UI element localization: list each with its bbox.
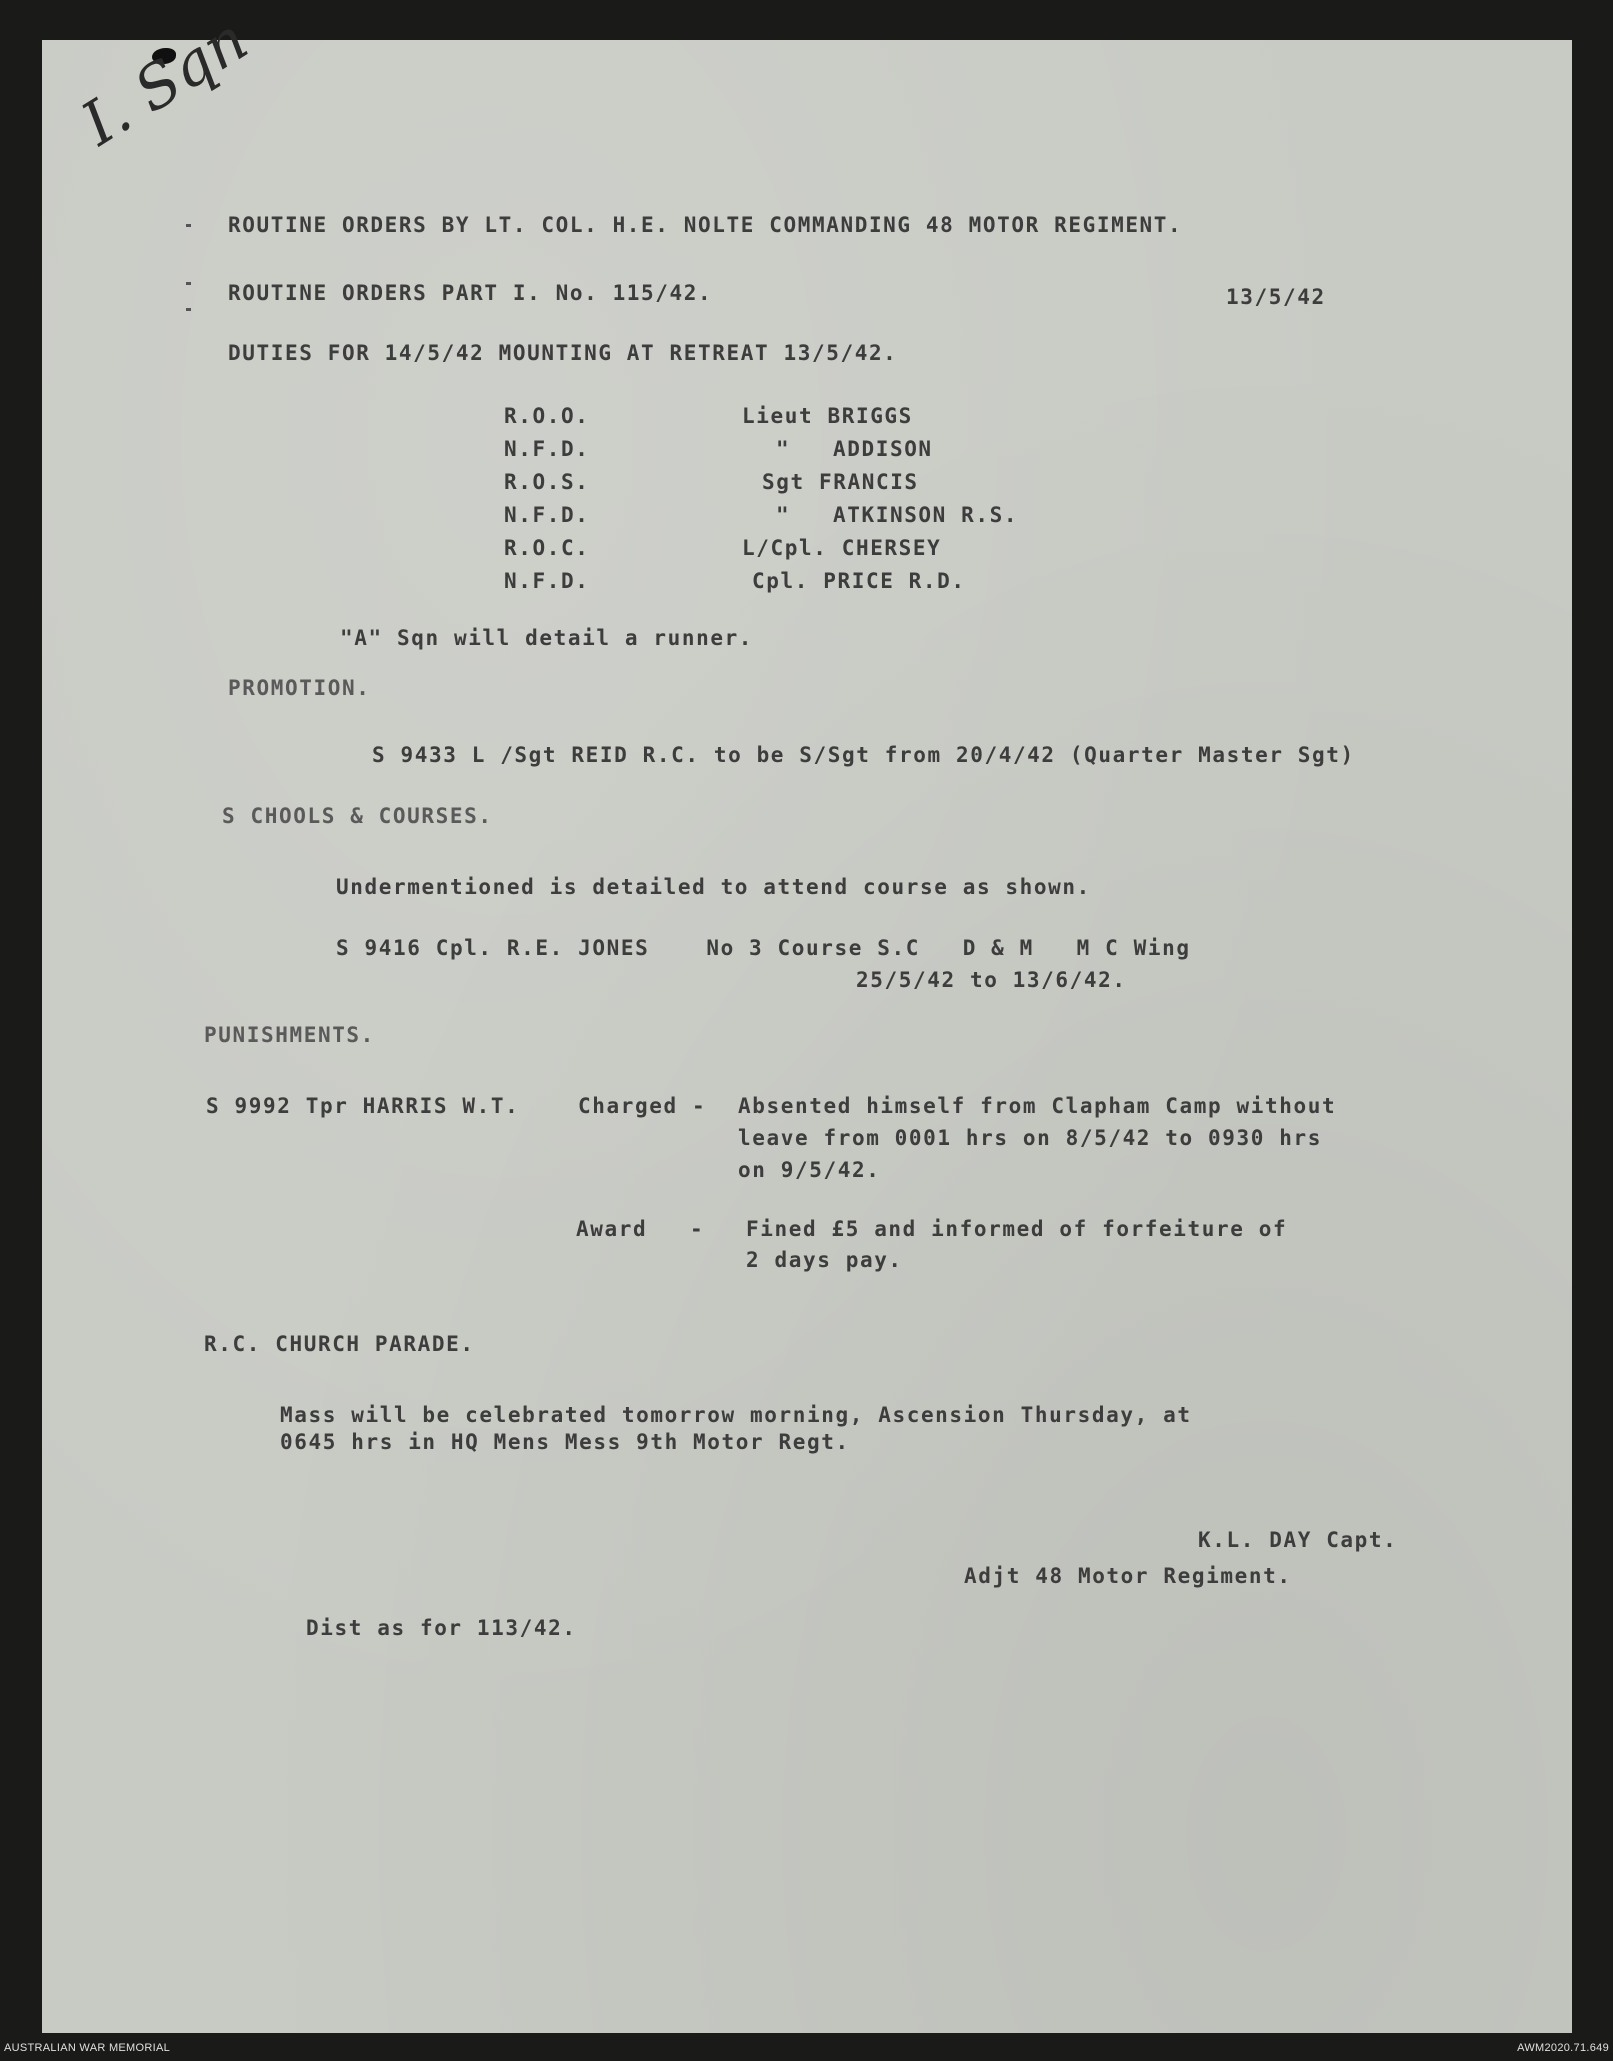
part-number-line: ROUTINE ORDERS PART I. No. 115/42. (228, 281, 713, 305)
duty-name: L/Cpl. CHERSEY (742, 536, 942, 560)
margin-mark (186, 224, 191, 227)
runner-note: "A" Sqn will detail a runner. (340, 626, 754, 650)
award-line: Fined £5 and informed of forfeiture of (746, 1217, 1288, 1241)
duty-name: Lieut BRIGGS (742, 404, 913, 428)
charge-line: Absented himself from Clapham Camp without (738, 1094, 1337, 1118)
duty-code: N.F.D. (504, 437, 590, 461)
signature-role: Adjt 48 Motor Regiment. (964, 1564, 1292, 1588)
signature-name: K.L. DAY Capt. (1198, 1528, 1398, 1552)
punished-soldier: S 9992 Tpr HARRIS W.T. (206, 1094, 520, 1118)
margin-mark (186, 282, 191, 285)
duty-name: " ADDISON (776, 437, 933, 461)
church-line: Mass will be celebrated tomorrow morning, Ascension Thursday, at (280, 1403, 1192, 1427)
schools-title: S CHOOLS & COURSES. (222, 804, 493, 828)
duty-name: Cpl. PRICE R.D. (752, 569, 966, 593)
document-date: 13/5/42 (1226, 285, 1326, 309)
charged-label: Charged - (578, 1094, 707, 1118)
charge-line: on 9/5/42. (738, 1158, 881, 1182)
church-line: 0645 hrs in HQ Mens Mess 9th Motor Regt. (280, 1430, 850, 1454)
promotion-line: S 9433 L /Sgt REID R.C. to be S/Sgt from 20/4/42 (Quarter Master Sgt) (372, 743, 1355, 767)
duty-code: N.F.D. (504, 569, 590, 593)
footer-institution: AUSTRALIAN WAR MEMORIAL (4, 2042, 171, 2054)
duty-name: Sgt FRANCIS (762, 470, 919, 494)
margin-mark (186, 308, 191, 311)
distribution-note: Dist as for 113/42. (306, 1616, 577, 1640)
award-label: Award - (576, 1217, 705, 1241)
church-title: R.C. CHURCH PARADE. (204, 1332, 475, 1356)
duty-name: " ATKINSON R.S. (776, 503, 1019, 527)
promotion-title: PROMOTION. (228, 676, 371, 700)
duty-code: N.F.D. (504, 503, 590, 527)
duty-code: R.O.S. (504, 470, 590, 494)
duties-title: DUTIES FOR 14/5/42 MOUNTING AT RETREAT 13/5/42. (228, 341, 898, 365)
document-heading: ROUTINE ORDERS BY LT. COL. H.E. NOLTE COMMANDING 48 MOTOR REGIMENT. (228, 213, 1183, 237)
footer-accession-number: AWM2020.71.649 (1517, 2042, 1609, 2054)
duty-code: R.O.O. (504, 404, 590, 428)
course-dates: 25/5/42 to 13/6/42. (856, 968, 1127, 992)
course-line: S 9416 Cpl. R.E. JONES No 3 Course S.C D & M M C Wing (336, 936, 1191, 960)
handwritten-note: I. Sqn (70, 4, 260, 160)
schools-intro: Undermentioned is detailed to attend course as shown. (336, 875, 1091, 899)
duty-code: R.O.C. (504, 536, 590, 560)
award-line: 2 days pay. (746, 1248, 903, 1272)
charge-line: leave from 0001 hrs on 8/5/42 to 0930 hrs (738, 1126, 1322, 1150)
punishments-title: PUNISHMENTS. (204, 1023, 375, 1047)
